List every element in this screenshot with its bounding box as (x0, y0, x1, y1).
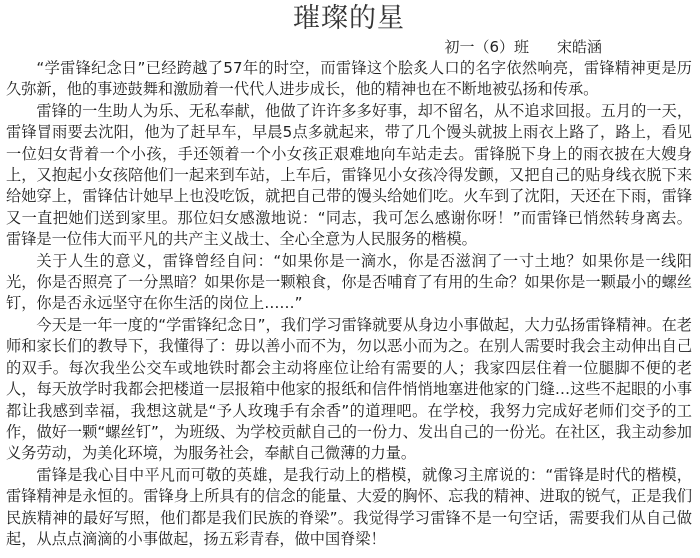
paragraph-5: 雷锋是我心目中平凡而可敬的英雄，是我行动上的楷模，就像习主席说的：“雷锋是时代的楷模，雷锋精神是永恒的。雷锋身上所具有的信念的能量、大爱的胸怀、忘我的精神、进取的锐气，正是我们民族精神的最好写照，他们都是我们民族的脊梁”。我觉得学习雷锋不是一句空话，需要我们从自己做起，从点点滴滴的小事做起，扬五彩青春，做中国脊梁！ (6, 465, 692, 548)
class-label: 初一（6）班 (444, 38, 529, 56)
essay-page (0, 2, 700, 558)
author-name: 宋皓涵 (556, 38, 602, 56)
paragraph-4: 今天是一年一度的“学雷锋纪念日”，我们学习雷锋就要从身边小事做起，大力弘扬雷锋精神。在老师和家长们的教导下，我懂得了：毋以善小而不为，勿以恶小而为之。在别人需要时我会主动伸出自己的双手。每次我坐公交车或地铁时都会主动将座位让给有需要的人；我家四层住着一位腿脚不便的老人，每天放学时我都会把楼道一层报箱中他家的报纸和信件悄悄地塞进他家的门缝…这些不起眼的小事都让我感到幸福，我想这就是“予人玫瑰手有余香”的道理吧。在学校，我努力完成好老师们交予的工作，做好一颗“螺丝钉”，为班级、为学校贡献自己的一份力、发出自己的一份光。在社区，我主动参加义务劳动，为美化环境，为服务社会，奉献自己微薄的力量。 (6, 315, 692, 463)
paragraph-1: “学雷锋纪念日”已经跨越了57年的时空，而雷锋这个脍炙人口的名字依然响亮，雷锋精神更是历久弥新，他的事迹鼓舞和激励着一代代人进步成长，他的精神也在不断地被弘扬和传承。 (6, 59, 692, 99)
paragraph-2: 雷锋的一生助人为乐、无私奉献，他做了许许多多好事，却不留名，从不追求回报。五月的一天，雷锋冒雨要去沈阳，他为了赶早车，早晨5点多就起来，带了几个馒头就披上雨衣上路了，路上，看见一位妇女背着一个小孩，手还领着一个小女孩正艰难地向车站走去。雷锋脱下身上的雨衣披在大嫂身上，又抱起小女孩陪他们一起来到车站，上车后，雷锋见小女孩冷得发颤，又把自己的贴身线衣脱下来给她穿上，雷锋估计她早上也没吃饭，就把自己带的馒头给她们吃。火车到了沈阳，天还在下雨，雷锋又一直把她们送到家里。那位妇女感激地说：“同志，我可怎么感谢你呀！”而雷锋已悄然转身离去。 雷锋是一位伟大而平凡的共产主义战士、全心全意为人民服务的楷模。 (6, 101, 692, 249)
byline (6, 36, 692, 58)
essay-title: 璀璨的星 (293, 3, 405, 34)
paragraph-3: 关于人生的意义，雷锋曾经自问：“如果你是一滴水，你是否滋润了一寸土地？如果你是一线阳光，你是否照亮了一分黑暗？如果你是一颗粮食，你是否哺育了有用的生命？如果你是一颗最小的螺丝钉，你是否永远坚守在你生活的岗位上……” (6, 251, 692, 313)
